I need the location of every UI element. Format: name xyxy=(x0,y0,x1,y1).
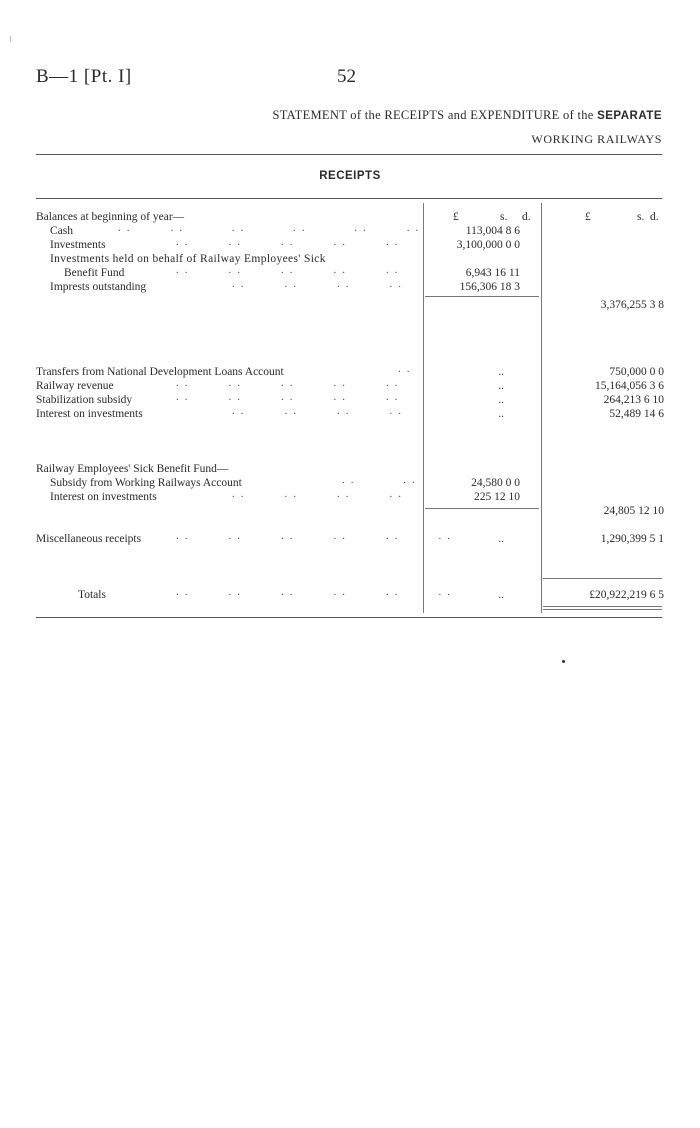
totals-double-rule-2 xyxy=(543,609,662,610)
misc-label: Miscellaneous receipts xyxy=(36,533,142,545)
statement-title-bold: SEPARATE xyxy=(597,110,662,122)
misc-total: 1,290,399 5 1 xyxy=(600,533,664,545)
grand-total: £20,922,219 6 5 xyxy=(589,589,664,601)
interest-total: 52,489 14 6 xyxy=(609,408,664,420)
totals-sub: .. xyxy=(498,589,504,601)
stabilization-sub: .. xyxy=(498,394,504,406)
header-rule xyxy=(36,198,662,199)
investments-label: Investments xyxy=(50,239,106,251)
transfers-sub: .. xyxy=(498,366,504,378)
totals-label: Totals xyxy=(78,589,106,601)
investments-sick-label-line1: Investments held on behalf of Railway Employees' Sick xyxy=(50,253,326,265)
sick-interest-leader: .. .. .. .. xyxy=(232,488,407,500)
subsidy-amount: 24,580 0 0 xyxy=(471,477,520,489)
benefit-fund-amount: 6,943 16 11 xyxy=(465,267,520,279)
stabilization-leader: .. .. .. .. .. xyxy=(176,391,404,403)
railway-revenue-total: 15,164,056 3 6 xyxy=(595,380,664,392)
railway-revenue-sub: .. xyxy=(498,380,504,392)
stabilization-total: 264,213 6 10 xyxy=(603,394,664,406)
totals-double-rule-1 xyxy=(543,606,662,607)
sick-subtotal-rule xyxy=(425,508,539,509)
interest-leader: .. .. .. .. xyxy=(232,405,407,417)
statement-subtitle: WORKING RAILWAYS xyxy=(531,132,662,146)
col2-pence-header: d. xyxy=(650,211,659,223)
sick-fund-heading: Railway Employees' Sick Benefit Fund— xyxy=(36,463,229,475)
subsidy-leader: .. .. xyxy=(342,474,421,486)
margin-mark xyxy=(10,36,11,42)
benefit-fund-leader: .. .. .. .. .. xyxy=(176,264,404,276)
stray-mark xyxy=(562,660,565,663)
cash-amount: 113,004 8 6 xyxy=(465,225,520,237)
sick-fund-total: 24,805 12 10 xyxy=(603,505,664,517)
totals-leader: .. .. .. .. .. .. xyxy=(176,586,456,598)
investments-leader: .. .. .. .. .. xyxy=(176,236,404,248)
interest-sub: .. xyxy=(498,408,504,420)
page-number: 52 xyxy=(337,66,356,87)
statement-title xyxy=(273,108,663,123)
interest-label: Interest on investments xyxy=(36,408,143,420)
balances-total: 3,376,255 3 8 xyxy=(600,299,664,311)
balances-heading: Balances at beginning of year— xyxy=(36,211,185,223)
sick-interest-amount: 225 12 10 xyxy=(474,491,520,503)
transfers-total: 750,000 0 0 xyxy=(609,366,664,378)
totals-top-rule xyxy=(543,578,662,579)
bottom-rule xyxy=(36,617,662,618)
document-reference: B—1 [Pt. I] xyxy=(36,66,132,87)
railway-revenue-label: Railway revenue xyxy=(36,380,114,392)
col1-shilling-header: s. xyxy=(500,211,508,223)
col2-pound-header: £ xyxy=(585,211,591,223)
imprests-leader: .. .. .. .. xyxy=(232,278,407,290)
imprests-amount: 156,306 18 3 xyxy=(459,281,520,293)
column-divider-2 xyxy=(541,203,542,613)
cash-label: Cash xyxy=(50,225,73,237)
col2-shilling-header: s. xyxy=(637,211,645,223)
benefit-fund-label: Benefit Fund xyxy=(64,267,125,279)
railway-revenue-leader: .. .. .. .. .. xyxy=(176,377,404,389)
column-divider-1 xyxy=(423,203,424,613)
misc-leader: .. .. .. .. .. .. xyxy=(176,530,456,542)
col1-pound-header: £ xyxy=(453,211,459,223)
col1-pence-header: d. xyxy=(522,211,531,223)
section-heading: RECEIPTS xyxy=(319,170,381,182)
balances-subtotal-rule xyxy=(425,296,539,297)
stabilization-label: Stabilization subsidy xyxy=(36,394,133,406)
imprests-label: Imprests outstanding xyxy=(50,281,147,293)
misc-sub: .. xyxy=(498,533,504,545)
transfers-leader: .. xyxy=(398,363,416,375)
transfers-label: Transfers from National Development Loans Account xyxy=(36,366,284,378)
sick-interest-label: Interest on investments xyxy=(50,491,157,503)
cash-leader: .. .. .. .. .. .. xyxy=(118,222,425,234)
subsidy-label: Subsidy from Working Railways Account xyxy=(50,477,242,489)
statement-title-prefix: STATEMENT of the RECEIPTS and EXPENDITURE of the xyxy=(272,108,594,122)
investments-amount: 3,100,000 0 0 xyxy=(456,239,520,251)
title-rule xyxy=(36,154,662,155)
